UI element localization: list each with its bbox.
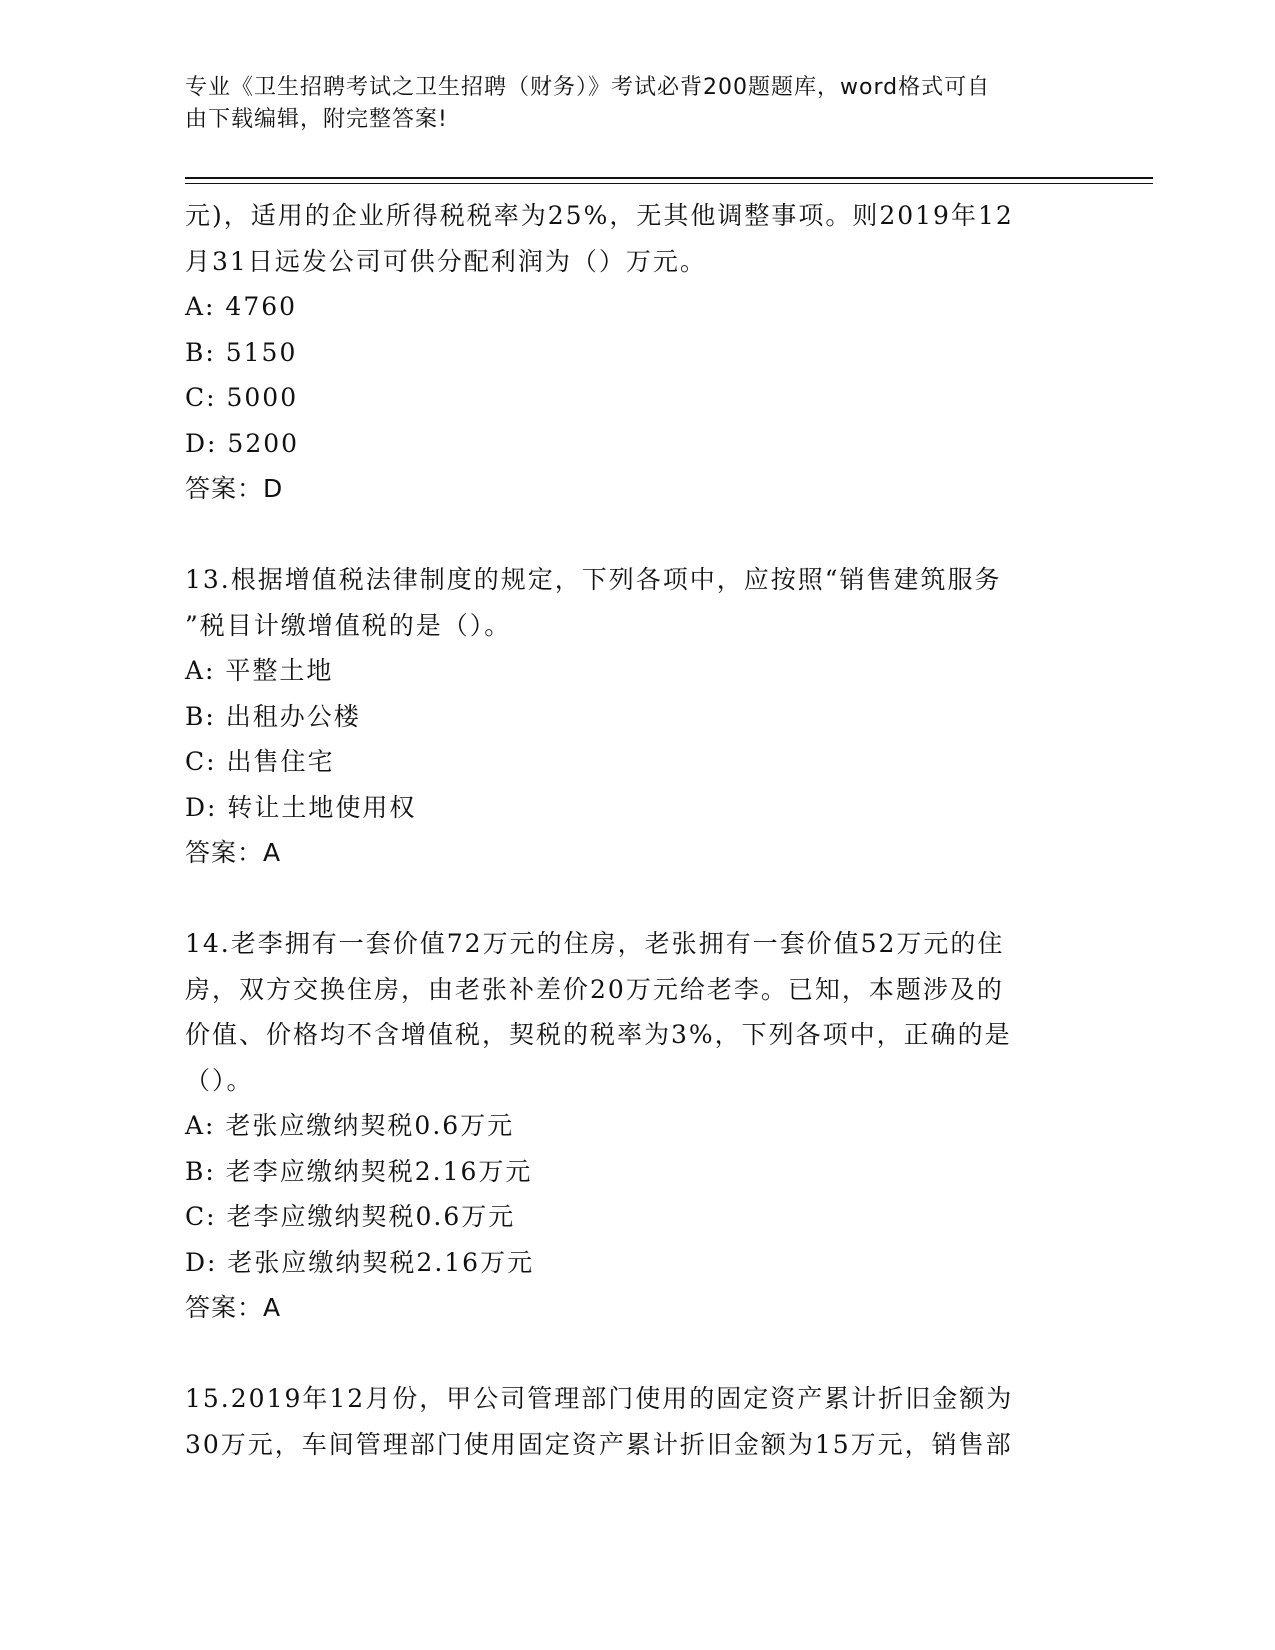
option-d: D: 转让土地使用权 (185, 792, 417, 822)
question-12 (185, 193, 1075, 512)
header-rule-thin (185, 183, 1153, 184)
document-body (185, 193, 1075, 1467)
question-14 (185, 921, 1075, 1331)
header-line-1: 专业《卫生招聘考试之卫生招聘（财务）》考试必背200题题库，word格式可自 (185, 75, 991, 100)
answer: 答案：A (185, 1293, 282, 1322)
option-c: C: 老李应缴纳契税0.6万元 (185, 1202, 516, 1231)
spacer (185, 876, 1075, 922)
answer: 答案：D (185, 474, 284, 503)
question-text: 月31日远发公司可供分配利润为（）万元。 (185, 246, 707, 276)
header-rule-thick (185, 177, 1153, 179)
spacer (185, 1331, 1075, 1377)
header-line-2: 由下载编辑，附完整答案! (185, 107, 448, 132)
option-a: A: 老张应缴纳契税0.6万元 (185, 1111, 515, 1140)
spacer (185, 512, 1075, 558)
question-text: （）。 (185, 1065, 254, 1095)
question-text: 15.2019年12月份，甲公司管理部门使用的固定资产累计折旧金额为 (185, 1384, 1014, 1413)
question-text: ”税目计缴增值税的是（）。 (185, 610, 512, 640)
option-b: B: 老李应缴纳契税2.16万元 (185, 1156, 533, 1186)
question-text: 元)，适用的企业所得税税率为25%，无其他调整事项。则2019年12 (185, 201, 1014, 230)
question-text: 30万元，车间管理部门使用固定资产累计折旧金额为15万元，销售部 (185, 1429, 1013, 1459)
option-d: D: 5200 (185, 428, 300, 458)
question-text: 价值、价格均不含增值税，契税的税率为3%，下列各项中，正确的是 (185, 1020, 1012, 1049)
option-a: A: 平整土地 (185, 656, 334, 685)
document-header (185, 72, 1065, 136)
option-a: A: 4760 (185, 292, 298, 321)
option-b: B: 5150 (185, 337, 298, 367)
question-15 (185, 1376, 1075, 1467)
option-c: C: 出售住宅 (185, 747, 335, 776)
option-b: B: 出租办公楼 (185, 701, 361, 731)
option-c: C: 5000 (185, 383, 299, 412)
option-d: D: 老张应缴纳契税2.16万元 (185, 1247, 535, 1277)
question-text: 14.老李拥有一套价值72万元的住房，老张拥有一套价值52万元的住 (185, 929, 1005, 958)
question-text: 房，双方交换住房，由老张补差价20万元给老李。已知，本题涉及的 (185, 974, 1004, 1004)
question-13 (185, 557, 1075, 876)
answer: 答案：A (185, 838, 282, 867)
question-text: 13.根据增值税法律制度的规定，下列各项中，应按照“销售建筑服务 (185, 565, 1002, 594)
